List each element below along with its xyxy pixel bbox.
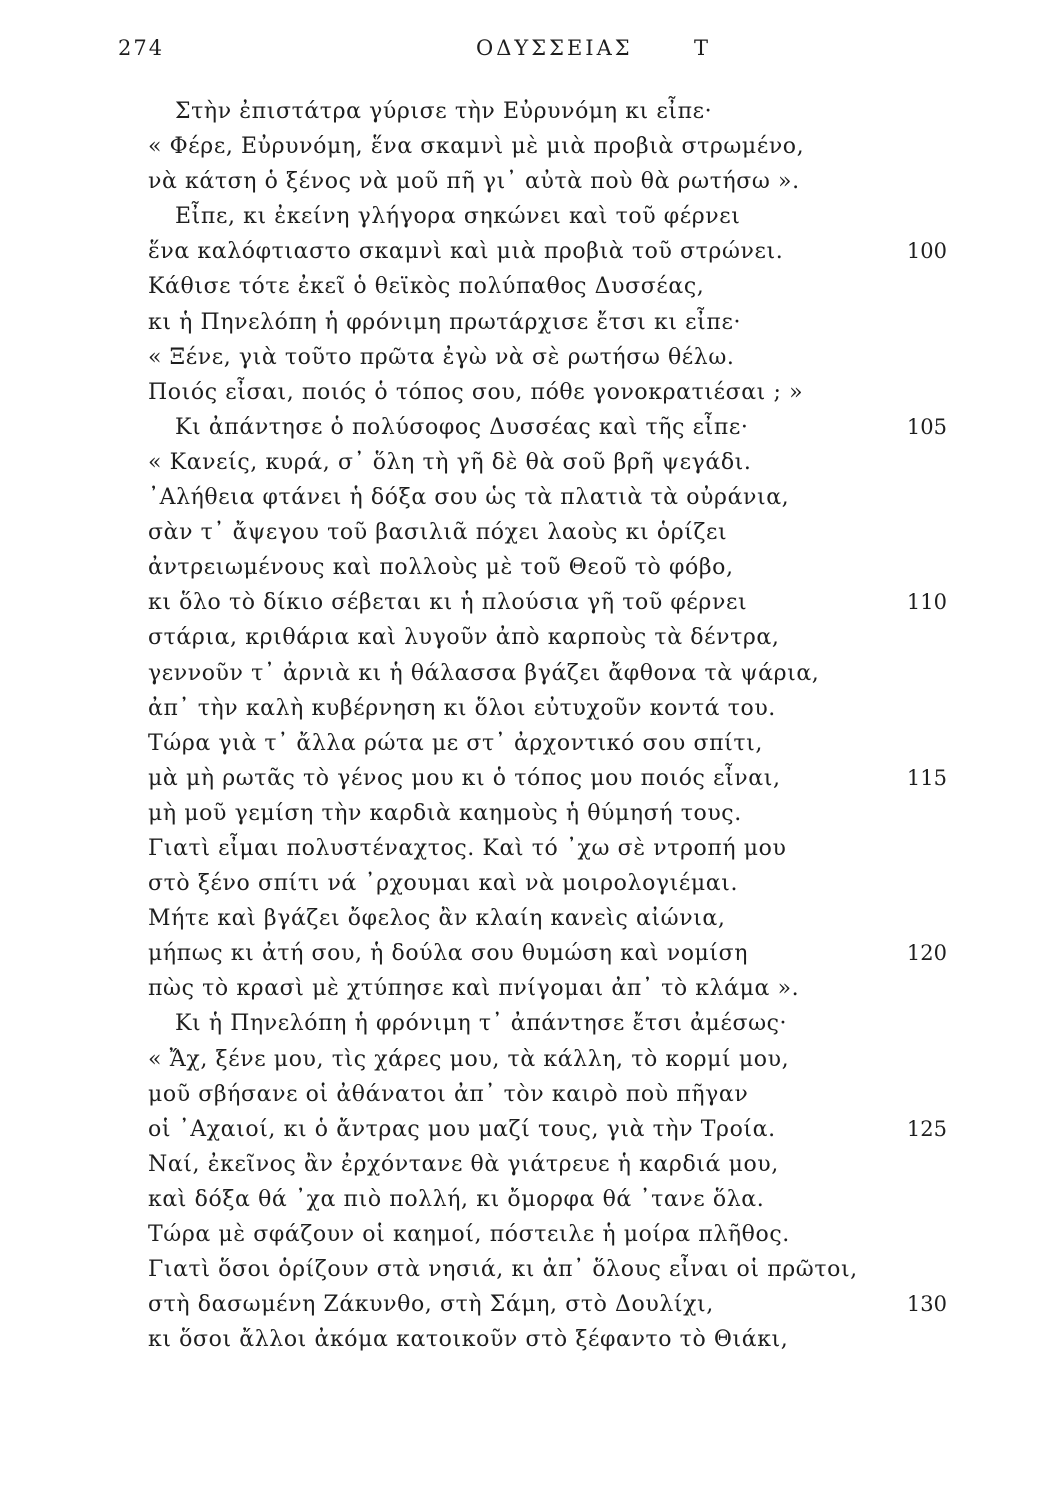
verse-text: μὴ μοῦ γεμίση τὴν καρδιὰ καημοὺς ἡ θύμησή τους. (148, 800, 742, 826)
verse-text: Ναί, ἐκεῖνος ἂν ἐρχόντανε θὰ γιάτρευε ἡ καρδιά μου, (148, 1151, 779, 1177)
verse-line (0, 445, 1039, 480)
verse-text: Κι ἡ Πηνελόπη ἡ φρόνιμη τ᾽ ἀπάντησε ἔτσι ἀμέσως· (175, 1011, 788, 1037)
book-letter: Τ (694, 36, 711, 60)
verse-line (0, 831, 1039, 866)
verse-text: Τώρα μὲ σφάζουν οἱ καημοί, πόστειλε ἡ μοίρα πλῆθος. (148, 1222, 790, 1247)
running-head (0, 36, 1039, 66)
verse-text: νὰ κάτση ὁ ξένος νὰ μοῦ πῆ γι᾽ αὐτὰ ποὺ θὰ ρωτήσω ». (148, 169, 800, 195)
verse-line (0, 199, 1039, 234)
verse-text: ἀπ᾽ τὴν καλὴ κυβέρνηση κι ὅλοι εὐτυχοῦν κοντά του. (148, 695, 776, 721)
verse-line (0, 1252, 1039, 1287)
verse-line (0, 691, 1039, 726)
verse-line (0, 94, 1039, 129)
verse-text: κι ὅσοι ἄλλοι ἀκόμα κατοικοῦν στὸ ξέφαντο τὸ Θιάκι, (148, 1327, 789, 1353)
verse-line (0, 480, 1039, 515)
verse-text: ᾽Αλήθεια φτάνει ἡ δόξα σου ὡς τὰ πλατιὰ τὰ οὐράνια, (148, 485, 790, 511)
verse-text: Κι ἀπάντησε ὁ πολύσοφος Δυσσέας καὶ τῆς εἶπε· (175, 414, 749, 440)
verse-line (0, 1006, 1039, 1041)
verse-line (0, 269, 1039, 304)
line-number: 130 (906, 1292, 947, 1317)
verse-text: καὶ δόξα θά ᾽χα πιὸ πολλή, κι ὄμορφα θά ᾽τανε ὅλα. (148, 1186, 765, 1212)
verse-line (0, 971, 1039, 1006)
verse-line (0, 340, 1039, 375)
verse-text: Τώρα γιὰ τ᾽ ἄλλα ρώτα με στ᾽ ἀρχοντικό σου σπίτι, (148, 730, 763, 756)
verse-line (0, 1147, 1039, 1182)
verse-line (0, 1287, 1039, 1322)
verse-text: Εἶπε, κι ἐκείνη γλήγορα σηκώνει καὶ τοῦ φέρνει (175, 204, 741, 230)
verse-text: ἀντρειωμένους καὶ πολλοὺς μὲ τοῦ Θεοῦ τὸ φόβο, (148, 555, 734, 581)
verse-text: Μήτε καὶ βγάζει ὄφελος ἂν κλαίη κανεὶς αἰώνια, (148, 906, 726, 932)
verse-text: κι ἡ Πηνελόπη ἡ φρόνιμη πρωτάρχισε ἔτσι κι εἶπε· (148, 309, 742, 335)
verse-line (0, 410, 1039, 445)
verse-line (0, 620, 1039, 655)
verse-text: « Φέρε, Εὐρυνόμη, ἕνα σκαμνὶ μὲ μιὰ προβιὰ στρωμένο, (148, 134, 805, 160)
verse-line (0, 164, 1039, 199)
verse-line (0, 1112, 1039, 1147)
verse-text: ἕνα καλόφτιαστο σκαμνὶ καὶ μιὰ προβιὰ τοῦ στρώνει. (148, 239, 784, 265)
line-number: 100 (906, 239, 947, 264)
verse-text: στὴ δασωμένη Ζάκυνθο, στὴ Σάμη, στὸ Δουλίχι, (148, 1292, 714, 1318)
verse-line (0, 866, 1039, 901)
verse-text: μὰ μὴ ρωτᾶς τὸ γένος μου κι ὁ τόπος μου ποιός εἶναι, (148, 765, 781, 791)
verse-text: οἱ ᾽Αχαιοί, κι ὁ ἄντρας μου μαζί τους, γιὰ τὴν Τροία. (148, 1116, 776, 1142)
verse-text: « Ξένε, γιὰ τοῦτο πρῶτα ἐγὼ νὰ σὲ ρωτήσω θέλω. (148, 344, 735, 370)
line-number: 110 (906, 590, 947, 615)
verse-text: Κάθισε τότε ἐκεῖ ὁ θεϊκὸς πολύπαθος Δυσσέας, (148, 274, 705, 300)
verse-line (0, 585, 1039, 620)
page-number: 274 (118, 36, 165, 60)
verse-line (0, 901, 1039, 936)
verse-line (0, 796, 1039, 831)
verse-line (0, 656, 1039, 691)
verse-line (0, 1077, 1039, 1112)
verse-text: γεννοῦν τ᾽ ἀρνιὰ κι ἡ θάλασσα βγάζει ἄφθονα τὰ ψάρια, (148, 660, 820, 686)
verse-line (0, 1322, 1039, 1357)
verse-text: μοῦ σβήσανε οἱ ἀθάνατοι ἀπ᾽ τὸν καιρὸ ποὺ πῆγαν (148, 1081, 749, 1107)
verse-line (0, 761, 1039, 796)
verse-line (0, 1217, 1039, 1252)
verse-text: Ποιός εἶσαι, ποιός ὁ τόπος σου, πόθε γονοκρατιέσαι ; » (148, 379, 804, 405)
verse-line (0, 1182, 1039, 1217)
verse-line (0, 234, 1039, 269)
verse-line (0, 1042, 1039, 1077)
verse-text: μήπως κι ἀτή σου, ἡ δούλα σου θυμώση καὶ νομίση (148, 941, 749, 967)
verse-text: « Ἄχ, ξένε μου, τὶς χάρες μου, τὰ κάλλη, τὸ κορμί μου, (148, 1046, 790, 1072)
verse-text: Γιατὶ εἶμαι πολυστέναχτος. Καὶ τό ᾽χω σὲ ντροπή μου (148, 835, 787, 861)
verse-line (0, 375, 1039, 410)
verse-line (0, 726, 1039, 761)
verse-line (0, 550, 1039, 585)
line-number: 115 (906, 765, 947, 790)
line-number: 120 (906, 941, 947, 966)
line-number: 105 (906, 414, 947, 439)
poem-text (0, 94, 1039, 1357)
verse-line (0, 515, 1039, 550)
book-title: ΟΔΥΣΣΕΙΑΣ (476, 36, 633, 60)
verse-text: στάρια, κριθάρια καὶ λυγοῦν ἀπὸ καρποὺς τὰ δέντρα, (148, 625, 780, 651)
verse-line (0, 936, 1039, 971)
verse-line (0, 305, 1039, 340)
verse-text: στὸ ξένο σπίτι νά ᾽ρχουμαι καὶ νὰ μοιρολογιέμαι. (148, 871, 739, 897)
verse-line (0, 129, 1039, 164)
verse-text: πὼς τὸ κρασὶ μὲ χτύπησε καὶ πνίγομαι ἀπ᾽ τὸ κλάμα ». (148, 976, 800, 1002)
verse-text: κι ὅλο τὸ δίκιο σέβεται κι ἡ πλούσια γῆ τοῦ φέρνει (148, 590, 748, 616)
verse-text: σὰν τ᾽ ἄψεγου τοῦ βασιλιᾶ πόχει λαοὺς κι ὁρίζει (148, 520, 728, 546)
verse-text: Γιατὶ ὅσοι ὁρίζουν στὰ νησιά, κι ἀπ᾽ ὅλους εἶναι οἱ πρῶτοι, (148, 1257, 858, 1283)
verse-text: Στὴν ἐπιστάτρα γύρισε τὴν Εὐρυνόμη κι εἶπε· (175, 99, 713, 124)
line-number: 125 (906, 1116, 947, 1141)
verse-text: « Κανείς, κυρά, σ᾽ ὅλη τὴ γῆ δὲ θὰ σοῦ βρῆ ψεγάδι. (148, 449, 752, 475)
